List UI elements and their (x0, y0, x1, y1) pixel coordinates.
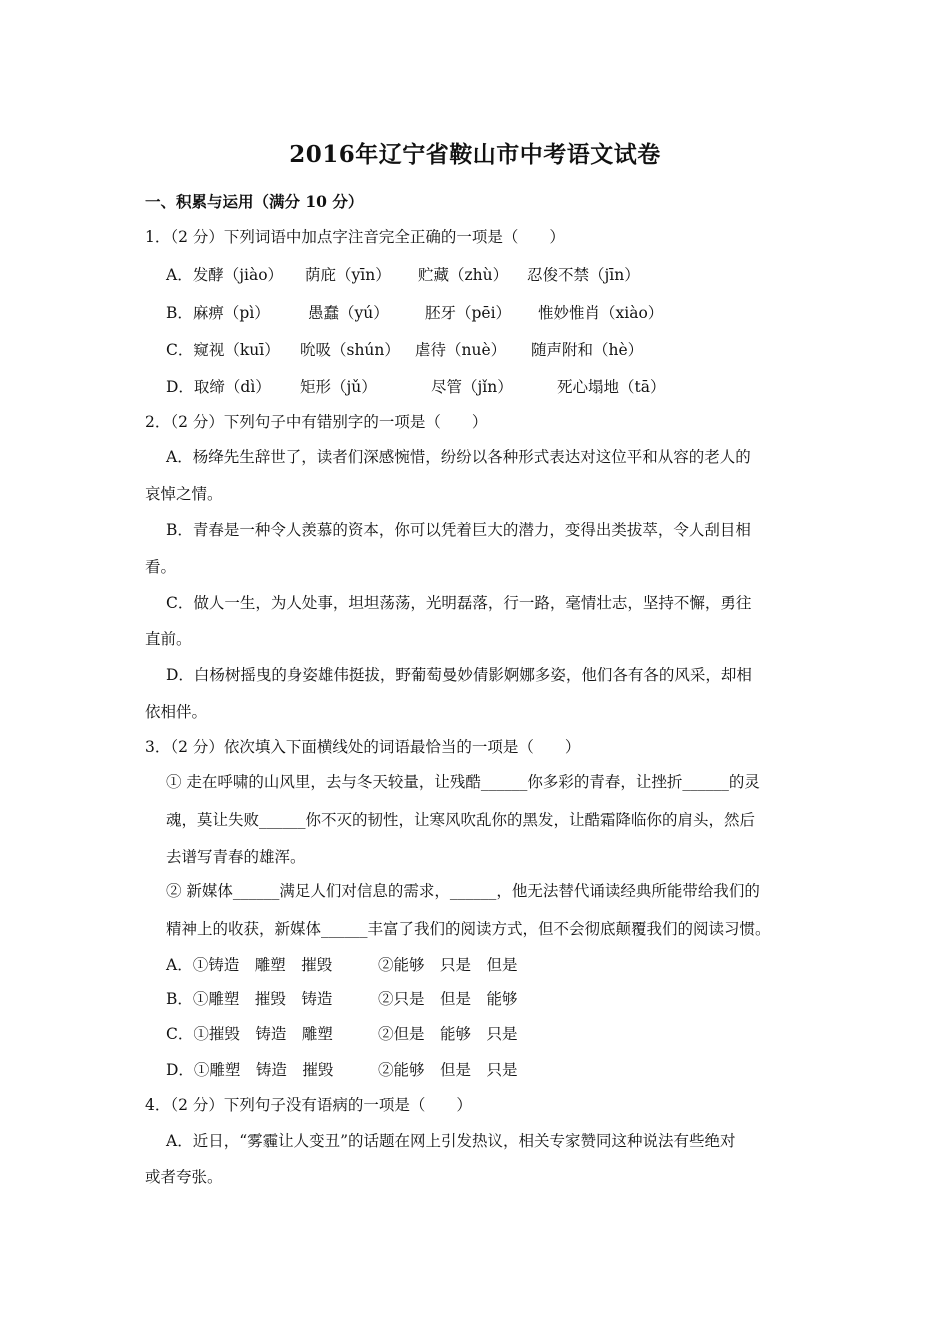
question-3-passage-1: ① 走在呼啸的山风里，去与冬天较量，让残酷______你多彩的青春，让挫折______的灵 (166, 773, 760, 791)
question-3-passage-2: ② 新媒体______满足人们对信息的需求，______，他无法替代诵读经典所能带给我们的 (166, 882, 760, 900)
question-2-option-b-cont: 看。 (145, 558, 177, 576)
question-2-option-d-cont: 依相伴。 (145, 703, 208, 721)
question-4-option-a-cont: 或者夸张。 (145, 1168, 223, 1186)
question-3-passage-1-cont: 魂，莫让失败______你不灭的韧性，让寒风吹乱你的黑发，让酷霜降临你的肩头，然后 (166, 811, 756, 829)
question-2-option-c-cont: 直前。 (145, 630, 192, 648)
question-1-stem: 1．（2 分）下列词语中加点字注音完全正确的一项是（ ） (145, 228, 565, 246)
section-heading: 一、积累与运用（满分 10 分） (145, 192, 364, 211)
question-2-option-b: B．青春是一种令人羡慕的资本，你可以凭着巨大的潜力，变得出类拔萃，令人刮目相 (166, 521, 751, 539)
question-2-option-d: D．白杨树摇曳的身姿雄伟挺拔，野葡萄曼妙倩影婀娜多姿，他们各有各的风采，却相 (166, 666, 752, 684)
page-title: 2016年辽宁省鞍山市中考语文试卷 (289, 141, 661, 168)
exam-page: 2016年辽宁省鞍山市中考语文试卷 一、积累与运用（满分 10 分） 1．（2 分）下列词语中加点字注音完全正确的一项是（ ） A．发酵（jiào） 荫庇（yīn） 贮藏（zhù） 忍俊不禁（jīn） B．麻痹（pì） 愚蠢（yú） 胚牙（pēi） 惟妙惟肖（xiào） C．窥视（kuī） 吮吸（shún） 虐待（nuè） 随声附和（hè） D．取缔（dì） 矩形（jǔ） 尽管（jǐn） 死心塌地（tā） 2．（2 分）下列句子中有错别字的一项是（ ） A．杨绛先生辞世了，读者们深感惋惜，纷纷以各种形式表达对这位平和从容的老人的 哀悼之情。 B．青春是一种令人羡慕的资本，你可以凭着巨大的潜力，变得出类拔萃，令人刮目相 看。 C．做人一生，为人处事，坦坦荡荡，光明磊落，行一路，毫情壮志，坚持不懈，勇往 直前。 D．白杨树摇曳的身姿雄伟挺拔，野葡萄曼妙倩影婀娜多姿，他们各有各的风采，却相 依相伴。 3．（2 分）依次填入下面横线处的词语最恰当的一项是（ ） ① 走在呼啸的山风里，去与冬天较量，让残酷______你多彩的青春，让挫折______的灵 魂，莫让失败______你不灭的韧性，让寒风吹乱你的黑发，让酷霜降临你的肩头，然后 去谱写青春的雄浑。 ② 新媒体______满足人们对信息的需求，______，他无法替代诵读经典所能带给我们的 精神上的收获，新媒体______丰富了我们的阅读方式，但不会彻底颠覆我们的阅读习惯。 A．①铸造 雕塑 摧毁 ②能够 只是 但是 B．①雕塑 摧毁 铸造 ②只是 但是 能够 C．①摧毁 铸造 雕塑 ②但是 能够 只是 D．①雕塑 铸造 摧毁 ②能够 但是 只是 4．（2 分）下列句子没有语病的一项是（ ） A．近日，“雾霾让人变丑”的话题在网上引发热议，相关专家赞同这种说法有些绝对 或者夸张。 (0, 0, 950, 1344)
question-2-option-a-cont: 哀悼之情。 (145, 485, 223, 503)
question-2-option-c: C．做人一生，为人处事，坦坦荡荡，光明磊落，行一路，毫情壮志，坚持不懈，勇往 (166, 594, 752, 612)
question-3-passage-1-end: 去谱写青春的雄浑。 (166, 848, 306, 866)
question-3-stem: 3．（2 分）依次填入下面横线处的词语最恰当的一项是（ ） (145, 738, 581, 756)
question-4-stem: 4．（2 分）下列句子没有语病的一项是（ ） (145, 1096, 472, 1114)
question-4-option-a: A．近日，“雾霾让人变丑”的话题在网上引发热议，相关专家赞同这种说法有些绝对 (166, 1132, 736, 1150)
question-2-stem: 2．（2 分）下列句子中有错别字的一项是（ ） (145, 413, 488, 431)
question-2-option-a: A．杨绛先生辞世了，读者们深感惋惜，纷纷以各种形式表达对这位平和从容的老人的 (166, 448, 751, 466)
question-3-passage-2-cont: 精神上的收获，新媒体______丰富了我们的阅读方式，但不会彻底颠覆我们的阅读习惯。 (166, 920, 771, 938)
